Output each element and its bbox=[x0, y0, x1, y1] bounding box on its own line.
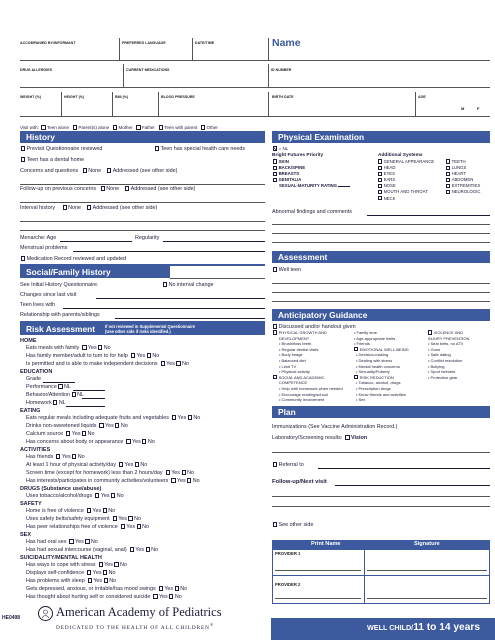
history-header: History bbox=[20, 131, 265, 143]
risk-header: Risk Assessment bbox=[20, 323, 102, 335]
home-2-no[interactable] bbox=[176, 361, 180, 365]
home-2-yes[interactable] bbox=[161, 361, 165, 365]
provider2-label: PROVIDER 2 bbox=[275, 582, 301, 587]
mh-2-no[interactable] bbox=[104, 578, 108, 582]
drugs-0-no[interactable] bbox=[111, 493, 115, 497]
discussed-checkbox[interactable] bbox=[273, 324, 277, 328]
mh-2-yes[interactable] bbox=[88, 578, 92, 582]
medication-record-checkbox[interactable] bbox=[21, 256, 25, 260]
concerns-addressed-checkbox[interactable] bbox=[107, 168, 111, 172]
act-0-yes[interactable] bbox=[56, 454, 60, 458]
eating-2-yes[interactable] bbox=[66, 431, 70, 435]
signature-header bbox=[272, 540, 490, 549]
abdomen-checkbox[interactable] bbox=[446, 178, 450, 182]
teeth-checkbox[interactable] bbox=[446, 159, 450, 163]
home-0-no[interactable] bbox=[98, 345, 102, 349]
eating-0-yes[interactable] bbox=[172, 415, 176, 419]
datetime-label: DATE/TIME bbox=[195, 41, 215, 45]
mouth-throat-checkbox[interactable] bbox=[378, 190, 382, 194]
eating-2-no[interactable] bbox=[82, 431, 86, 435]
act-2-yes[interactable] bbox=[166, 470, 170, 474]
provider2-name-line[interactable] bbox=[275, 598, 361, 599]
safety-1-no[interactable] bbox=[128, 516, 132, 520]
org-name: American Academy of Pediatrics bbox=[56, 605, 222, 619]
social-header: Social/Family History bbox=[20, 266, 170, 278]
safety-2-yes[interactable] bbox=[121, 524, 125, 528]
mh-1-no[interactable] bbox=[103, 570, 107, 574]
physical-header: Physical Examination bbox=[272, 131, 490, 143]
extremities-checkbox[interactable] bbox=[446, 184, 450, 188]
sex-0-yes[interactable] bbox=[69, 539, 73, 543]
interval-addressed-checkbox[interactable] bbox=[87, 205, 91, 209]
weight-label: WEIGHT (%) bbox=[20, 95, 41, 99]
genitalia-checkbox[interactable] bbox=[273, 178, 277, 182]
guidance-col3: VIOLENCE AND INJURY PREVENTION • Seat belts, no ATV • Guns • Safe dating • Conflict resolution • Bullying • Sport helmets • Protective gear bbox=[428, 330, 470, 380]
mh-4-yes[interactable] bbox=[153, 594, 157, 598]
sex-1-yes[interactable] bbox=[130, 547, 134, 551]
eating-1-yes[interactable] bbox=[99, 423, 103, 427]
visit-with-row: Visit with: Teen alone Parent(s) alone Mother Father Teen with parent Other bbox=[20, 125, 218, 130]
form-title: WELL CHILD/11 to 14 years bbox=[367, 622, 481, 633]
eyes-checkbox[interactable] bbox=[378, 172, 382, 176]
safety-1-yes[interactable] bbox=[113, 516, 117, 520]
name-label: Name bbox=[272, 37, 301, 49]
special-needs-checkbox[interactable] bbox=[155, 146, 159, 150]
eating-3-yes[interactable] bbox=[126, 439, 130, 443]
ears-checkbox[interactable] bbox=[378, 178, 382, 182]
visit-mother-checkbox[interactable] bbox=[113, 125, 117, 129]
home-0-yes[interactable] bbox=[82, 345, 86, 349]
followup-addressed-checkbox[interactable] bbox=[125, 186, 129, 190]
provider1-label: PROVIDER 1 bbox=[275, 551, 301, 556]
behavior-nl[interactable] bbox=[72, 392, 76, 396]
act-1-no[interactable] bbox=[135, 462, 139, 466]
vision-checkbox[interactable] bbox=[345, 435, 349, 439]
neurologic-checkbox[interactable] bbox=[446, 190, 450, 194]
sex-m-label: M bbox=[461, 106, 465, 111]
signature-label: Signature bbox=[414, 541, 440, 547]
risk-note: If not reviewed in Supplemental Questionnaire (Use other side if risks identified.) bbox=[102, 323, 265, 335]
bmi-label: BMI (%) bbox=[115, 95, 129, 99]
sex-1-no[interactable] bbox=[146, 547, 150, 551]
birth-date-label: BIRTH DATE bbox=[272, 95, 294, 99]
safety-0-no[interactable] bbox=[103, 508, 107, 512]
eating-3-no[interactable] bbox=[142, 439, 146, 443]
plan-header: Plan bbox=[272, 406, 490, 418]
accompanied-label: ACCOMPANIED BY/INFORMANT bbox=[20, 41, 76, 45]
aap-logo-icon bbox=[38, 606, 53, 621]
drug-allergies-label: DRUG ALLERGIES bbox=[20, 68, 53, 72]
followup-none-checkbox[interactable] bbox=[101, 186, 105, 190]
heart-checkbox[interactable] bbox=[446, 172, 450, 176]
org-tagline: DEDICATED TO THE HEALTH OF ALL CHILDREN® bbox=[56, 622, 215, 631]
additional-col2: TEETH LUNGS HEART ABDOMEN EXTREMITIES NEUROLOGIC bbox=[446, 159, 480, 196]
assessment-header: Assessment bbox=[272, 251, 490, 263]
physical-growth-checkbox[interactable] bbox=[273, 330, 277, 334]
act-3-yes[interactable] bbox=[171, 478, 175, 482]
provider2-signature-line[interactable] bbox=[367, 598, 487, 599]
drugs-0-yes[interactable] bbox=[95, 493, 99, 497]
act-3-no[interactable] bbox=[187, 478, 191, 482]
additional-col1: GENERAL APPEARANCE HEAD EYES EARS NOSE MOUTH AND THROAT NECK bbox=[378, 159, 434, 202]
sex-0-no[interactable] bbox=[85, 539, 89, 543]
skin-checkbox[interactable] bbox=[273, 159, 277, 163]
guidance-col2: • Family time • Age-appropriate limits • Friends EMOTIONAL WELL-BEING • Decision-making • Dealing with stress • Mental health concerns • Sexuality/Puberty RISK REDUCTION • Tobacco, alcohol, drugs • Prescription drugs • Know friends and activities • Sex bbox=[354, 330, 409, 403]
general-appearance-checkbox[interactable] bbox=[378, 159, 382, 163]
visit-parents-alone-checkbox[interactable] bbox=[73, 125, 77, 129]
risk-reduction-checkbox[interactable] bbox=[354, 375, 358, 379]
well-teen-checkbox[interactable] bbox=[273, 267, 277, 271]
mh-0-yes[interactable] bbox=[99, 562, 103, 566]
previsit-checkbox[interactable] bbox=[21, 146, 25, 150]
social-academic-checkbox[interactable] bbox=[273, 375, 277, 379]
visit-teen-with-parent-checkbox[interactable] bbox=[159, 125, 163, 129]
guidance-col1: PHYSICAL GROWTH AND DEVELOPMENT • Brush/floss teeth • Regular dentist visits • Body image • Balanced diet • Limit TV • Physical activity SOCIAL AND ACADEMIC COMPETENCE • Help with homework when needed • Encourage reading/school • Community involvement bbox=[273, 330, 343, 403]
nose-checkbox[interactable] bbox=[378, 184, 382, 188]
provider-box bbox=[272, 549, 490, 604]
mh-0-no[interactable] bbox=[114, 562, 118, 566]
mh-4-no[interactable] bbox=[169, 594, 173, 598]
home-1-no[interactable] bbox=[147, 353, 151, 357]
blood-pressure-label: BLOOD PRESSURE bbox=[161, 95, 195, 99]
provider1-signature-line[interactable] bbox=[367, 570, 487, 571]
neck-checkbox[interactable] bbox=[378, 196, 382, 200]
safety-2-no[interactable] bbox=[137, 524, 141, 528]
visit-father-checkbox[interactable] bbox=[136, 125, 140, 129]
priority-list: SKIN BACK/SPINE BREASTS GENITALIA SEXUAL-MATURITY RATING bbox=[273, 159, 350, 189]
emotional-wellbeing-checkbox[interactable] bbox=[354, 347, 358, 351]
act-0-no[interactable] bbox=[72, 454, 76, 458]
safety-0-yes[interactable] bbox=[87, 508, 91, 512]
home-1-yes[interactable] bbox=[131, 353, 135, 357]
referral-checkbox[interactable] bbox=[273, 462, 277, 466]
back-spine-checkbox[interactable] bbox=[273, 166, 277, 170]
interval-none-checkbox[interactable] bbox=[63, 205, 67, 209]
age-label: AGE bbox=[418, 95, 426, 99]
lungs-checkbox[interactable] bbox=[446, 166, 450, 170]
act-2-no[interactable] bbox=[182, 470, 186, 474]
see-other-side-checkbox[interactable] bbox=[273, 522, 277, 526]
current-medications-label: CURRENT MEDICATIONS bbox=[126, 68, 170, 72]
concerns-none-checkbox[interactable] bbox=[83, 168, 87, 172]
violence-injury-checkbox[interactable] bbox=[428, 330, 432, 334]
mh-3-no[interactable] bbox=[175, 586, 179, 590]
head-checkbox[interactable] bbox=[378, 166, 382, 170]
visit-other-checkbox[interactable] bbox=[201, 125, 205, 129]
mh-3-yes[interactable] bbox=[159, 586, 163, 590]
form-code: HE0498 bbox=[2, 615, 21, 621]
breasts-checkbox[interactable] bbox=[273, 172, 277, 176]
eating-0-no[interactable] bbox=[188, 415, 192, 419]
id-number-label: ID NUMBER bbox=[271, 68, 292, 72]
homework-nl[interactable] bbox=[53, 400, 57, 404]
height-label: HEIGHT (%) bbox=[64, 95, 85, 99]
performance-nl[interactable] bbox=[58, 384, 62, 388]
language-label: PREFERRED LANGUAGE bbox=[122, 41, 166, 45]
print-name-label: Print Name bbox=[311, 541, 341, 547]
dental-home-checkbox[interactable] bbox=[21, 157, 25, 161]
sex-f-label: F bbox=[477, 106, 480, 111]
mh-1-yes[interactable] bbox=[87, 570, 91, 574]
act-1-yes[interactable] bbox=[119, 462, 123, 466]
no-interval-change-checkbox[interactable] bbox=[163, 282, 167, 286]
guidance-header: Anticipatory Guidance bbox=[272, 309, 490, 321]
eating-1-no[interactable] bbox=[115, 423, 119, 427]
provider1-name-line[interactable] bbox=[275, 570, 361, 571]
visit-teen-alone-checkbox[interactable] bbox=[41, 125, 45, 129]
nl-legend-checkbox bbox=[273, 146, 277, 150]
